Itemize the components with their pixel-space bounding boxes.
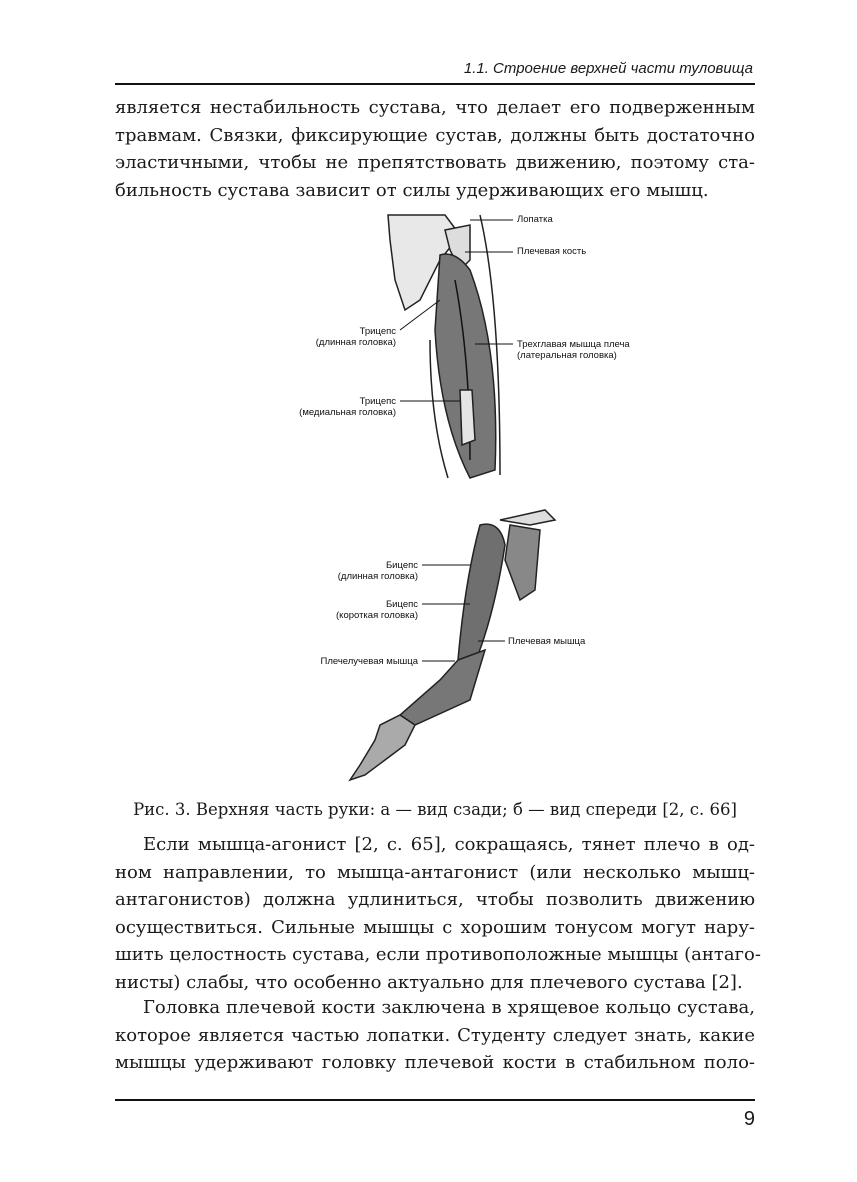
label-brachioradialis: Плечелучевая мышца	[320, 656, 418, 667]
text-line: мышцы удерживают головку плечевой кости в стабильном поло-	[115, 1052, 755, 1073]
text-line: которое является частью лопатки. Студенту следует знать, какие	[115, 1024, 755, 1046]
label-triceps-medial: Трицепс (медиальная головка)	[299, 396, 396, 418]
label-triceps-lateral: Трехглавая мышца плеча (латеральная головка)	[517, 339, 630, 361]
text-line: является нестабильность сустава, что делает его подверженным	[115, 97, 755, 118]
label-biceps-short: Бицепс (короткая головка)	[336, 599, 418, 621]
text-line: шить целостность сустава, если противоположные мышцы (антаго-	[115, 944, 761, 965]
label-scapula: Лопатка	[517, 214, 553, 225]
text-line: эластичными, чтобы не препятствовать движению, поэтому ста-	[115, 152, 755, 173]
arm-back-view	[388, 215, 500, 478]
page-number: 9	[743, 1108, 755, 1130]
paragraph-3	[115, 994, 755, 1077]
paragraph-2	[115, 831, 761, 996]
text-line: нисты) слабы, что особенно актуально для плечевого сустава [2].	[115, 971, 743, 993]
label-brachialis: Плечевая мышца	[508, 636, 586, 647]
text-line: ном направлении, то мышца-антагонист (или несколько мышц-	[115, 861, 755, 883]
text-line: Если мышца-агонист [2, с. 65], сокращаясь, тянет плечо в од-	[143, 834, 755, 855]
label-humerus: Плечевая кость	[517, 246, 587, 257]
label-triceps-long: Трицепс (длинная головка)	[315, 326, 396, 348]
figure-caption: Рис. 3. Верхняя часть руки: а — вид сзади; б — вид спереди [2, с. 66]	[133, 800, 737, 819]
label-biceps-long: Бицепс (длинная головка)	[337, 560, 418, 582]
text-line: антагонистов) должна удлиниться, чтобы позволить движению	[115, 889, 755, 910]
text-line: осуществиться. Сильные мышцы с хорошим тонусом могут нару-	[115, 916, 755, 938]
text-line: бильность сустава зависит от силы удерживающих его мышц.	[115, 179, 709, 201]
running-header: 1.1. Строение верхней части туловища	[463, 60, 753, 77]
text-line: травмам. Связки, фиксирующие сустав, должны быть достаточно	[115, 124, 755, 146]
footer-rule	[115, 1099, 755, 1101]
text-line: Головка плечевой кости заключена в хрящевое кольцо сустава,	[143, 997, 755, 1018]
